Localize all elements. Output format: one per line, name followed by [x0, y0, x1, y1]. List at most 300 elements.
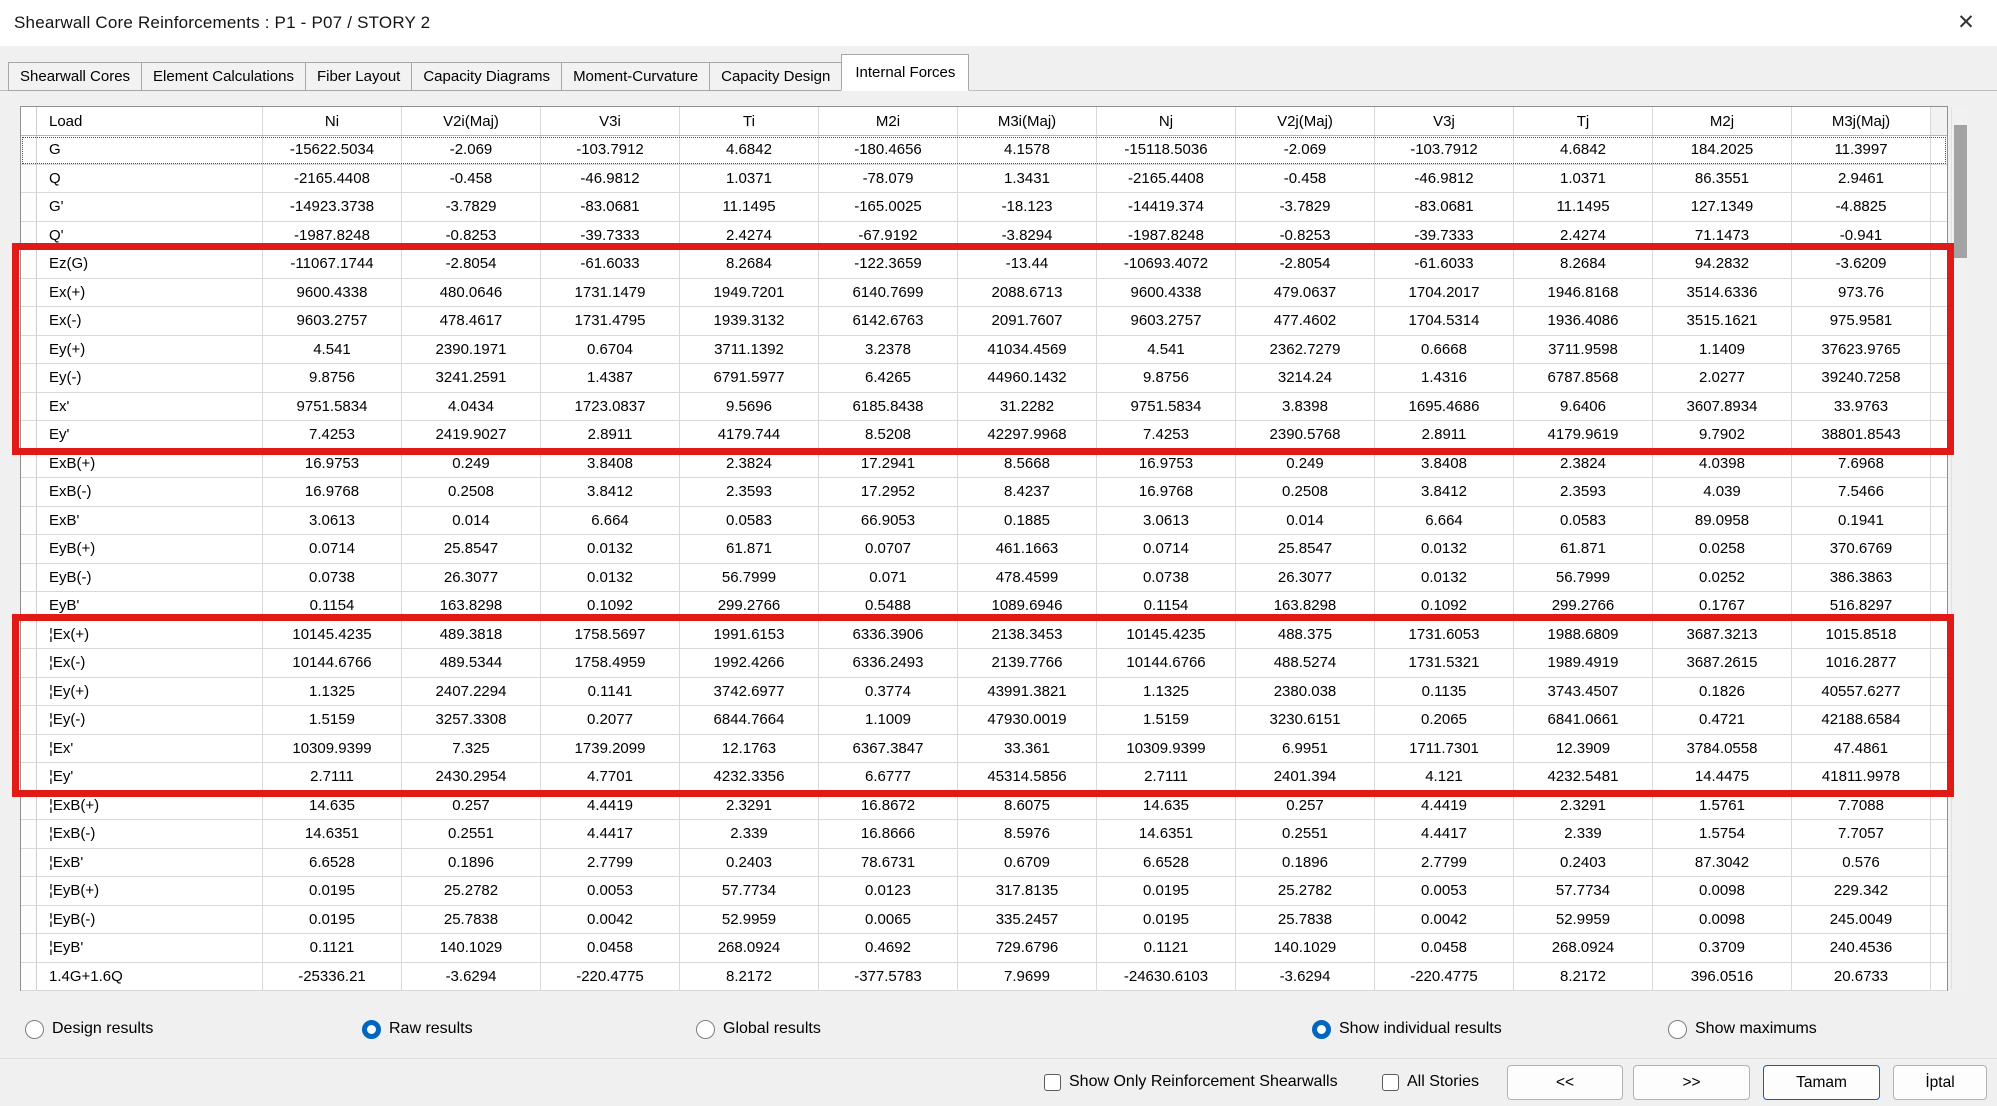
value-cell: 0.0053: [541, 877, 680, 905]
value-cell: 461.1663: [958, 535, 1097, 563]
value-cell: 25.8547: [1236, 535, 1375, 563]
load-cell: Ey(+): [37, 336, 263, 364]
row-filler: [1931, 564, 1947, 592]
value-cell: -103.7912: [541, 136, 680, 164]
row-header-strip: [21, 906, 37, 934]
row-filler: [1931, 421, 1947, 449]
value-cell: 2.8911: [1375, 421, 1514, 449]
tab-element-calculations[interactable]: Element Calculations: [141, 62, 306, 91]
value-cell: 1015.8518: [1792, 621, 1931, 649]
checkbox-show-only-reinforcement-shearwalls[interactable]: [1044, 1067, 1338, 1097]
value-cell: 56.7999: [680, 564, 819, 592]
table-row[interactable]: [21, 364, 1947, 393]
table-row[interactable]: [21, 621, 1947, 650]
value-cell: -0.8253: [1236, 222, 1375, 250]
value-cell: 0.0042: [1375, 906, 1514, 934]
value-cell: 0.0714: [263, 535, 402, 563]
row-filler: [1931, 507, 1947, 535]
value-cell: 163.8298: [1236, 592, 1375, 620]
tab-capacity-diagrams[interactable]: Capacity Diagrams: [411, 62, 562, 91]
load-cell: Ex': [37, 393, 263, 421]
value-cell: -377.5783: [819, 963, 958, 991]
value-cell: 39240.7258: [1792, 364, 1931, 392]
value-cell: 33.361: [958, 735, 1097, 763]
value-cell: 52.9959: [680, 906, 819, 934]
row-header-strip: [21, 222, 37, 250]
value-cell: 0.1154: [263, 592, 402, 620]
row-filler: [1931, 735, 1947, 763]
radio-option-show-individual-results[interactable]: [1312, 1012, 1502, 1046]
value-cell: -24630.6103: [1097, 963, 1236, 991]
value-cell: 56.7999: [1514, 564, 1653, 592]
value-cell: 2.3291: [1514, 792, 1653, 820]
load-cell: Ey': [37, 421, 263, 449]
row-filler: [1931, 193, 1947, 221]
table-row[interactable]: [21, 193, 1947, 222]
table-row[interactable]: [21, 136, 1947, 165]
table-row[interactable]: [21, 877, 1947, 906]
value-cell: 0.1941: [1792, 507, 1931, 535]
value-cell: 1704.2017: [1375, 279, 1514, 307]
row-filler: [1931, 450, 1947, 478]
table-row[interactable]: [21, 849, 1947, 878]
value-cell: 2.339: [680, 820, 819, 848]
table-row[interactable]: [21, 279, 1947, 308]
value-cell: -0.8253: [402, 222, 541, 250]
value-cell: -220.4775: [541, 963, 680, 991]
row-filler: [1931, 478, 1947, 506]
radio-label: Show individual results: [1339, 1020, 1502, 1037]
row-header-strip: [21, 478, 37, 506]
row-filler: [1931, 792, 1947, 820]
radio-option-design-results[interactable]: [25, 1012, 153, 1046]
table-row[interactable]: [21, 336, 1947, 365]
value-cell: 2.3593: [680, 478, 819, 506]
next-button[interactable]: >>: [1633, 1065, 1750, 1100]
row-filler: [1931, 621, 1947, 649]
column-header: V2i(Maj): [402, 107, 541, 135]
internal-forces-table[interactable]: [20, 106, 1948, 991]
value-cell: -67.9192: [819, 222, 958, 250]
row-header-strip: [21, 250, 37, 278]
value-cell: 3.8408: [1375, 450, 1514, 478]
load-cell: EyB(+): [37, 535, 263, 563]
radio-label: Global results: [723, 1020, 821, 1037]
radio-icon: [696, 1020, 715, 1039]
load-cell: ¦Ey(-): [37, 706, 263, 734]
prev-button[interactable]: <<: [1507, 1065, 1623, 1100]
row-filler: [1931, 250, 1947, 278]
value-cell: -78.079: [819, 165, 958, 193]
value-cell: 25.2782: [1236, 877, 1375, 905]
value-cell: 3711.9598: [1514, 336, 1653, 364]
row-header-strip: [21, 136, 37, 164]
value-cell: 2362.7279: [1236, 336, 1375, 364]
value-cell: 16.9768: [263, 478, 402, 506]
value-cell: 3.8408: [541, 450, 680, 478]
table-row[interactable]: [21, 250, 1947, 279]
column-header: M2i: [819, 107, 958, 135]
value-cell: 9603.2757: [1097, 307, 1236, 335]
value-cell: 4232.3356: [680, 763, 819, 791]
value-cell: 299.2766: [680, 592, 819, 620]
value-cell: 2390.1971: [402, 336, 541, 364]
value-cell: 0.0583: [680, 507, 819, 535]
value-cell: 1949.7201: [680, 279, 819, 307]
value-cell: 6185.8438: [819, 393, 958, 421]
value-cell: 1946.8168: [1514, 279, 1653, 307]
value-cell: 38801.8543: [1792, 421, 1931, 449]
row-filler: [1931, 649, 1947, 677]
table-row[interactable]: [21, 535, 1947, 564]
value-cell: 61.871: [680, 535, 819, 563]
load-cell: Q': [37, 222, 263, 250]
value-cell: 3230.6151: [1236, 706, 1375, 734]
value-cell: -18.123: [958, 193, 1097, 221]
value-cell: 31.2282: [958, 393, 1097, 421]
table-row[interactable]: [21, 421, 1947, 450]
table-row[interactable]: [21, 792, 1947, 821]
value-cell: 1992.4266: [680, 649, 819, 677]
value-cell: 3514.6336: [1653, 279, 1792, 307]
value-cell: 0.2065: [1375, 706, 1514, 734]
value-cell: 1731.1479: [541, 279, 680, 307]
value-cell: 4179.9619: [1514, 421, 1653, 449]
value-cell: 12.3909: [1514, 735, 1653, 763]
row-header-strip: [21, 564, 37, 592]
checkbox-all-stories[interactable]: [1382, 1067, 1479, 1097]
value-cell: 0.576: [1792, 849, 1931, 877]
table-row[interactable]: [21, 934, 1947, 963]
table-row[interactable]: [21, 678, 1947, 707]
value-cell: 16.9768: [1097, 478, 1236, 506]
value-cell: 0.0195: [263, 877, 402, 905]
table-row[interactable]: [21, 393, 1947, 422]
value-cell: 0.071: [819, 564, 958, 592]
table-row[interactable]: [21, 906, 1947, 935]
value-cell: 20.6733: [1792, 963, 1931, 991]
checkbox-label: Show Only Reinforcement Shearwalls: [1069, 1073, 1338, 1090]
value-cell: 0.1154: [1097, 592, 1236, 620]
value-cell: 1731.5321: [1375, 649, 1514, 677]
load-cell: ExB(-): [37, 478, 263, 506]
value-cell: 1723.0837: [541, 393, 680, 421]
load-cell: ¦EyB(+): [37, 877, 263, 905]
value-cell: 26.3077: [402, 564, 541, 592]
value-cell: 3687.2615: [1653, 649, 1792, 677]
value-cell: 2.7799: [1375, 849, 1514, 877]
value-cell: 479.0637: [1236, 279, 1375, 307]
radio-option-show-maximums[interactable]: [1668, 1012, 1817, 1046]
value-cell: 14.635: [263, 792, 402, 820]
value-cell: 3.8412: [1375, 478, 1514, 506]
column-header: Tj: [1514, 107, 1653, 135]
value-cell: 0.6668: [1375, 336, 1514, 364]
row-header-strip: [21, 165, 37, 193]
value-cell: -13.44: [958, 250, 1097, 278]
load-cell: Ex(-): [37, 307, 263, 335]
value-cell: 12.1763: [680, 735, 819, 763]
iptal-button[interactable]: İptal: [1893, 1065, 1987, 1100]
load-cell: ¦ExB(-): [37, 820, 263, 848]
value-cell: 9.8756: [1097, 364, 1236, 392]
value-cell: 9.6406: [1514, 393, 1653, 421]
value-cell: 489.5344: [402, 649, 541, 677]
table-row[interactable]: [21, 165, 1947, 194]
value-cell: -180.4656: [819, 136, 958, 164]
value-cell: 4.039: [1653, 478, 1792, 506]
value-cell: 516.8297: [1792, 592, 1931, 620]
tab-fiber-layout[interactable]: Fiber Layout: [305, 62, 412, 91]
value-cell: 8.2172: [1514, 963, 1653, 991]
value-cell: 16.8672: [819, 792, 958, 820]
value-cell: 1.5754: [1653, 820, 1792, 848]
value-cell: 11.1495: [680, 193, 819, 221]
row-filler: [1931, 279, 1947, 307]
value-cell: 7.4253: [263, 421, 402, 449]
row-header-strip: [21, 963, 37, 991]
value-cell: 7.9699: [958, 963, 1097, 991]
value-cell: 2430.2954: [402, 763, 541, 791]
value-cell: -165.0025: [819, 193, 958, 221]
value-cell: 3.0613: [1097, 507, 1236, 535]
table-row[interactable]: [21, 592, 1947, 621]
value-cell: 2.7111: [263, 763, 402, 791]
value-cell: 4.4419: [1375, 792, 1514, 820]
value-cell: 3687.3213: [1653, 621, 1792, 649]
value-cell: 7.4253: [1097, 421, 1236, 449]
value-cell: 14.4475: [1653, 763, 1792, 791]
value-cell: 1695.4686: [1375, 393, 1514, 421]
vertical-scrollbar[interactable]: [1951, 107, 1968, 990]
value-cell: 0.0195: [1097, 906, 1236, 934]
row-filler: [1931, 393, 1947, 421]
value-cell: 4.4417: [541, 820, 680, 848]
table-row[interactable]: [21, 649, 1947, 678]
value-cell: 6.664: [541, 507, 680, 535]
value-cell: 10145.4235: [1097, 621, 1236, 649]
value-cell: -2.069: [402, 136, 541, 164]
tab-capacity-design[interactable]: Capacity Design: [709, 62, 842, 91]
value-cell: 1.5159: [1097, 706, 1236, 734]
value-cell: -2.069: [1236, 136, 1375, 164]
value-cell: 0.2403: [680, 849, 819, 877]
value-cell: -0.458: [1236, 165, 1375, 193]
value-cell: 1711.7301: [1375, 735, 1514, 763]
value-cell: -122.3659: [819, 250, 958, 278]
value-cell: 127.1349: [1653, 193, 1792, 221]
radio-label: Design results: [52, 1020, 154, 1037]
table-row[interactable]: [21, 763, 1947, 792]
value-cell: 1.5761: [1653, 792, 1792, 820]
value-cell: 0.0458: [1375, 934, 1514, 962]
column-header: M2j: [1653, 107, 1792, 135]
value-cell: 66.9053: [819, 507, 958, 535]
window-title: Shearwall Core Reinforcements : P1 - P07 / STORY 2: [14, 13, 431, 32]
value-cell: 25.8547: [402, 535, 541, 563]
load-cell: ¦Ey(+): [37, 678, 263, 706]
value-cell: 2.9461: [1792, 165, 1931, 193]
value-cell: 8.2172: [680, 963, 819, 991]
value-cell: 1.1325: [1097, 678, 1236, 706]
value-cell: 2091.7607: [958, 307, 1097, 335]
value-cell: 0.014: [1236, 507, 1375, 535]
load-cell: Ey(-): [37, 364, 263, 392]
value-cell: 0.0098: [1653, 877, 1792, 905]
row-filler: [1931, 763, 1947, 791]
value-cell: -1987.8248: [1097, 222, 1236, 250]
value-cell: 6142.6763: [819, 307, 958, 335]
value-cell: 0.2508: [1236, 478, 1375, 506]
value-cell: 2.0277: [1653, 364, 1792, 392]
row-filler: [1931, 165, 1947, 193]
value-cell: 268.0924: [1514, 934, 1653, 962]
table-row[interactable]: [21, 450, 1947, 479]
value-cell: 8.5208: [819, 421, 958, 449]
value-cell: 3711.1392: [680, 336, 819, 364]
value-cell: 4.541: [1097, 336, 1236, 364]
value-cell: 229.342: [1792, 877, 1931, 905]
value-cell: 8.6075: [958, 792, 1097, 820]
column-header: V3i: [541, 107, 680, 135]
close-icon[interactable]: ✕: [1957, 10, 1975, 34]
value-cell: 2.3824: [1514, 450, 1653, 478]
row-filler: [1931, 934, 1947, 962]
value-cell: 94.2832: [1653, 250, 1792, 278]
value-cell: 184.2025: [1653, 136, 1792, 164]
value-cell: 0.2551: [1236, 820, 1375, 848]
value-cell: 10145.4235: [263, 621, 402, 649]
table-row[interactable]: [21, 963, 1947, 992]
value-cell: 2.339: [1514, 820, 1653, 848]
value-cell: 61.871: [1514, 535, 1653, 563]
radio-option-raw-results[interactable]: [362, 1012, 473, 1046]
table-row[interactable]: [21, 564, 1947, 593]
table-row[interactable]: [21, 735, 1947, 764]
tab-shearwall-cores[interactable]: Shearwall Cores: [8, 62, 142, 91]
value-cell: 0.6709: [958, 849, 1097, 877]
value-cell: 1731.6053: [1375, 621, 1514, 649]
value-cell: 3.8412: [541, 478, 680, 506]
row-filler: [1931, 136, 1947, 164]
radio-icon: [25, 1020, 44, 1039]
value-cell: 0.0195: [263, 906, 402, 934]
value-cell: -103.7912: [1375, 136, 1514, 164]
value-cell: 0.6704: [541, 336, 680, 364]
value-cell: 478.4599: [958, 564, 1097, 592]
value-cell: 2139.7766: [958, 649, 1097, 677]
value-cell: -83.0681: [541, 193, 680, 221]
value-cell: -3.6294: [1236, 963, 1375, 991]
table-row[interactable]: [21, 307, 1947, 336]
value-cell: 6367.3847: [819, 735, 958, 763]
value-cell: 4232.5481: [1514, 763, 1653, 791]
value-cell: -3.6294: [402, 963, 541, 991]
value-cell: 0.0458: [541, 934, 680, 962]
table-row[interactable]: [21, 706, 1947, 735]
row-header-strip: [21, 792, 37, 820]
table-row[interactable]: [21, 478, 1947, 507]
value-cell: 3.0613: [263, 507, 402, 535]
column-header: V2j(Maj): [1236, 107, 1375, 135]
value-cell: 8.4237: [958, 478, 1097, 506]
value-cell: 1758.4959: [541, 649, 680, 677]
value-cell: 47930.0019: [958, 706, 1097, 734]
value-cell: 6336.3906: [819, 621, 958, 649]
row-filler: [1931, 706, 1947, 734]
scrollbar-thumb[interactable]: [1954, 125, 1967, 258]
row-header-strip: [21, 535, 37, 563]
load-cell: G: [37, 136, 263, 164]
value-cell: 0.0132: [1375, 564, 1514, 592]
value-cell: 0.5488: [819, 592, 958, 620]
load-cell: ¦Ex(-): [37, 649, 263, 677]
value-cell: -11067.1744: [263, 250, 402, 278]
value-cell: 3743.4507: [1514, 678, 1653, 706]
value-cell: 37623.9765: [1792, 336, 1931, 364]
value-cell: 1704.5314: [1375, 307, 1514, 335]
value-cell: 6791.5977: [680, 364, 819, 392]
value-cell: 10144.6766: [1097, 649, 1236, 677]
row-filler: [1931, 307, 1947, 335]
value-cell: 240.4536: [1792, 934, 1931, 962]
value-cell: 2138.3453: [958, 621, 1097, 649]
value-cell: 17.2952: [819, 478, 958, 506]
value-cell: 0.1121: [263, 934, 402, 962]
load-cell: ¦Ex': [37, 735, 263, 763]
value-cell: 3607.8934: [1653, 393, 1792, 421]
value-cell: 0.249: [1236, 450, 1375, 478]
value-cell: 16.9753: [263, 450, 402, 478]
row-header-strip: [21, 450, 37, 478]
table-row[interactable]: [21, 222, 1947, 251]
value-cell: 4.1578: [958, 136, 1097, 164]
value-cell: 0.1135: [1375, 678, 1514, 706]
row-header-strip: [21, 934, 37, 962]
table-row[interactable]: [21, 820, 1947, 849]
table-row[interactable]: [21, 507, 1947, 536]
tab-moment-curvature[interactable]: Moment-Curvature: [561, 62, 710, 91]
value-cell: -15622.5034: [263, 136, 402, 164]
value-cell: 0.0132: [541, 535, 680, 563]
value-cell: 1016.2877: [1792, 649, 1931, 677]
value-cell: -2165.4408: [263, 165, 402, 193]
value-cell: 0.1092: [541, 592, 680, 620]
column-header: M3i(Maj): [958, 107, 1097, 135]
value-cell: -1987.8248: [263, 222, 402, 250]
load-cell: EyB': [37, 592, 263, 620]
value-cell: 11.3997: [1792, 136, 1931, 164]
value-cell: 299.2766: [1514, 592, 1653, 620]
load-cell: EyB(-): [37, 564, 263, 592]
value-cell: 0.1121: [1097, 934, 1236, 962]
value-cell: 0.4721: [1653, 706, 1792, 734]
column-header: V3j: [1375, 107, 1514, 135]
value-cell: 9600.4338: [1097, 279, 1236, 307]
value-cell: 0.2077: [541, 706, 680, 734]
value-cell: 0.3709: [1653, 934, 1792, 962]
radio-icon: [1668, 1020, 1687, 1039]
tamam-button[interactable]: Tamam: [1763, 1065, 1880, 1100]
value-cell: 0.014: [402, 507, 541, 535]
value-cell: 86.3551: [1653, 165, 1792, 193]
tab-internal-forces[interactable]: Internal Forces: [841, 54, 969, 91]
value-cell: 0.0258: [1653, 535, 1792, 563]
value-cell: 0.4692: [819, 934, 958, 962]
radio-option-global-results[interactable]: [696, 1012, 821, 1046]
row-filler: [1931, 535, 1947, 563]
value-cell: 478.4617: [402, 307, 541, 335]
